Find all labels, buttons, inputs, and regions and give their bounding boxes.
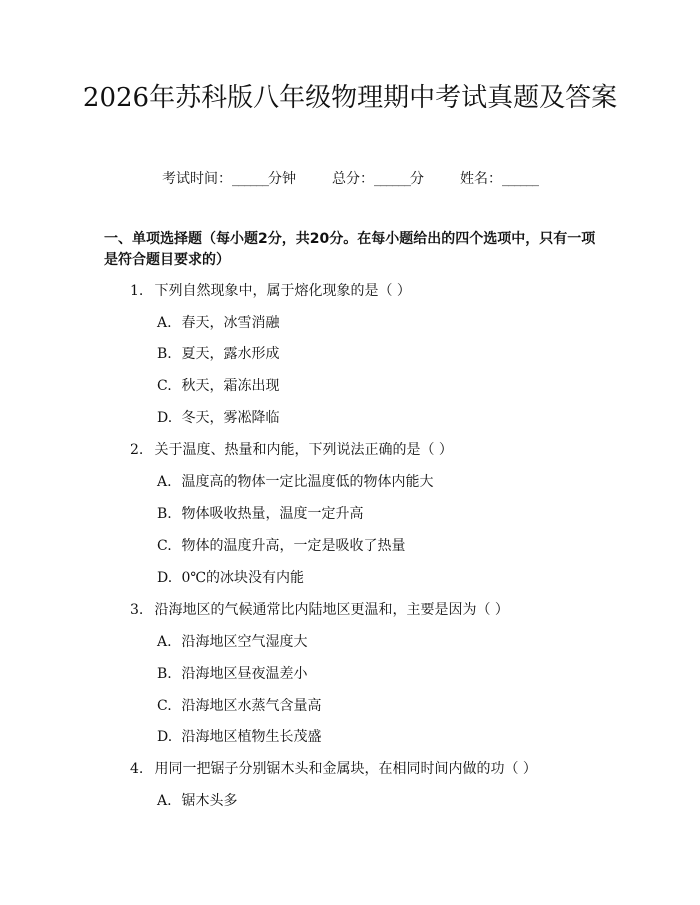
- option-text: 春天，冰雪消融: [181, 315, 280, 331]
- option-key: B.: [157, 666, 172, 682]
- question-number: 1.: [130, 283, 144, 299]
- question-4: [130, 759, 537, 779]
- exam-time-unit: 分钟: [268, 171, 296, 187]
- total-score-field: [332, 168, 424, 188]
- exam-time-blank: ______: [232, 171, 268, 187]
- question-3: [130, 600, 509, 620]
- option-text: 沿海地区昼夜温差小: [181, 666, 308, 682]
- option-key: A.: [157, 474, 172, 490]
- option-text: 锯木头多: [181, 793, 238, 809]
- option-3c: [157, 696, 321, 716]
- student-name-field: [460, 168, 538, 188]
- option-key: C.: [157, 378, 172, 394]
- option-1a: [157, 313, 279, 333]
- option-key: A.: [157, 793, 172, 809]
- option-key: B.: [157, 506, 172, 522]
- option-2d: [157, 568, 304, 588]
- option-key: C.: [157, 698, 172, 714]
- option-key: C.: [157, 538, 172, 554]
- option-1c: [157, 376, 279, 396]
- option-key: A.: [157, 634, 172, 650]
- question-number: 2.: [130, 442, 144, 458]
- option-key: A.: [157, 315, 172, 331]
- question-text: 用同一把锯子分别锯木头和金属块，在相同时间内做的功（ ）: [154, 761, 537, 777]
- option-1d: [157, 408, 279, 428]
- option-2a: [157, 472, 433, 492]
- option-text: 物体吸收热量，温度一定升高: [181, 506, 364, 522]
- total-score-unit: 分: [410, 171, 424, 187]
- option-text: 沿海地区空气湿度大: [181, 634, 308, 650]
- option-3b: [157, 664, 307, 684]
- student-name-label: 姓名：: [460, 171, 502, 187]
- option-text: 沿海地区植物生长茂盛: [181, 729, 322, 745]
- total-score-blank: ______: [374, 171, 410, 187]
- total-score-label: 总分：: [332, 171, 374, 187]
- option-3d: [157, 727, 321, 747]
- option-2b: [157, 504, 363, 524]
- option-text: 秋天，霜冻出现: [181, 378, 280, 394]
- exam-time-field: [162, 168, 296, 188]
- option-text: 沿海地区水蒸气含量高: [181, 698, 322, 714]
- exam-time-label: 考试时间：: [162, 171, 232, 187]
- student-name-blank: ______: [502, 171, 538, 187]
- option-text: 夏天，露水形成: [181, 346, 280, 362]
- option-text: 物体的温度升高，一定是吸收了热量: [181, 538, 406, 554]
- question-number: 4.: [130, 761, 144, 777]
- section-heading-single-choice: 一、单项选择题（每小题2分，共20分。在每小题给出的四个选项中，只有一项是符合题目要求的）: [104, 231, 596, 268]
- option-text: 温度高的物体一定比温度低的物体内能大: [181, 474, 434, 490]
- question-text: 关于温度、热量和内能，下列说法正确的是（ ）: [154, 442, 453, 458]
- option-text: 冬天，雾凇降临: [181, 410, 280, 426]
- option-key: D.: [157, 410, 173, 426]
- option-key: D.: [157, 729, 173, 745]
- question-text: 下列自然现象中，属于熔化现象的是（ ）: [154, 283, 411, 299]
- question-2: [130, 440, 453, 460]
- option-4a: [157, 791, 237, 811]
- option-2c: [157, 536, 405, 556]
- option-1b: [157, 344, 279, 364]
- option-3a: [157, 632, 307, 652]
- option-key: D.: [157, 570, 173, 586]
- question-1: [130, 281, 411, 301]
- question-number: 3.: [130, 602, 144, 618]
- exam-meta-row: [0, 168, 700, 188]
- question-text: 沿海地区的气候通常比内陆地区更温和，主要是因为（ ）: [154, 602, 509, 618]
- exam-title: 2026年苏科版八年级物理期中考试真题及答案: [82, 83, 618, 113]
- option-text: 0℃的冰块没有内能: [181, 570, 305, 586]
- option-key: B.: [157, 346, 172, 362]
